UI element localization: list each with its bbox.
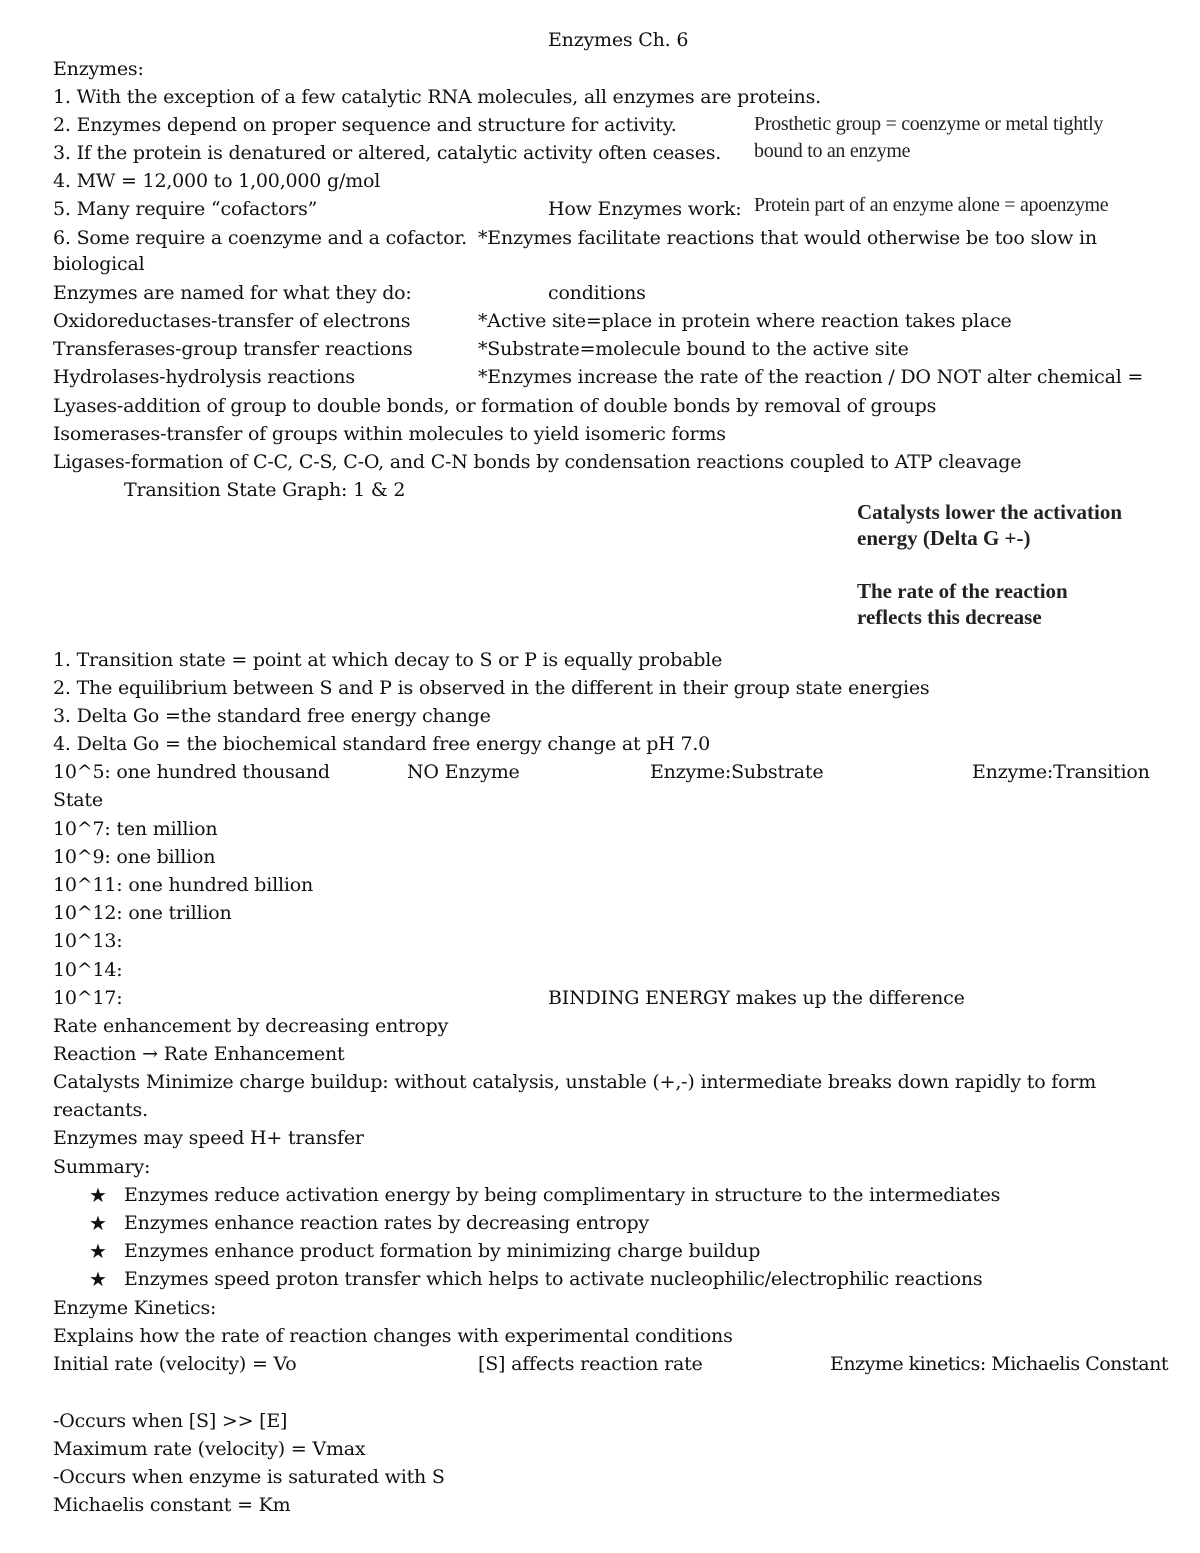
enzyme-class: Ligases-formation of C-C, C-S, C-O, and C-N bonds by condensation reactions coupled to ATP cleavage — [53, 451, 1022, 473]
how-work-heading: How Enzymes work: — [548, 198, 742, 220]
intro-point: 4. MW = 12,000 to 1,00,000 g/mol — [53, 170, 381, 192]
how-work-point: conditions — [548, 282, 646, 304]
catalyst-note: energy (Delta G +-) — [857, 526, 1031, 550]
kinetics-line: [S] affects reaction rate — [478, 1353, 703, 1375]
transition-point: 4. Delta Go = the biochemical standard free energy change at pH 7.0 — [53, 733, 711, 755]
enzyme-class: Transferases-group transfer reactions — [53, 338, 413, 360]
no-enzyme-label: NO Enzyme — [407, 761, 520, 783]
star-bullet-icon: ★ — [89, 1183, 107, 1207]
kinetics-line: Initial rate (velocity) = Vo — [53, 1353, 297, 1375]
kinetics-line: Maximum rate (velocity) = Vmax — [53, 1438, 366, 1460]
rate-line: Rate enhancement by decreasing entropy — [53, 1015, 449, 1037]
enzyme-class: Hydrolases-hydrolysis reactions — [53, 366, 355, 388]
how-work-point: biological — [53, 253, 145, 275]
summary-item: Enzymes reduce activation energy by being complimentary in structure to the intermediates — [124, 1184, 1001, 1206]
michaelis-title: Enzyme kinetics: Michaelis Constant — [830, 1353, 1168, 1375]
enzyme-class: Lyases-addition of group to double bonds, or formation of double bonds by removal of groups — [53, 395, 937, 417]
star-bullet-icon: ★ — [89, 1239, 107, 1263]
enzyme-substrate-label: Enzyme:Substrate — [650, 761, 824, 783]
enzyme-class: Isomerases-transfer of groups within molecules to yield isomeric forms — [53, 423, 726, 445]
prosthetic-note: bound to an enzyme — [754, 140, 911, 162]
summary-item: Enzymes enhance reaction rates by decreasing entropy — [124, 1212, 649, 1234]
rate-line: Enzymes may speed H+ transfer — [53, 1127, 364, 1149]
page-title: Enzymes Ch. 6 — [548, 29, 689, 51]
transition-point: 1. Transition state = point at which decay to S or P is equally probable — [53, 649, 723, 671]
power-line: 10^14: — [53, 959, 123, 981]
power-line: 10^5: one hundred thousand — [53, 761, 330, 783]
substrate-note: *Substrate=molecule bound to the active site — [478, 338, 909, 360]
intro-point: 3. If the protein is denatured or altered, catalytic activity often ceases. — [53, 142, 722, 164]
intro-point: 5. Many require “cofactors” — [53, 198, 318, 220]
catalyst-note: reflects this decrease — [857, 605, 1042, 629]
power-line: 10^7: ten million — [53, 818, 218, 840]
graph-label: Transition State Graph: 1 & 2 — [124, 479, 406, 501]
intro-point: 6. Some require a coenzyme and a cofactor. — [53, 227, 467, 249]
catalyst-note: Catalysts lower the activation — [857, 500, 1122, 524]
how-work-point: *Enzymes facilitate reactions that would otherwise be too slow in — [478, 227, 1097, 249]
transition-point: 2. The equilibrium between S and P is observed in the different in their group state energies — [53, 677, 930, 699]
summary-item: Enzymes enhance product formation by minimizing charge buildup — [124, 1240, 761, 1262]
summary-item: Enzymes speed proton transfer which helps to activate nucleophilic/electrophilic reactions — [124, 1268, 983, 1290]
kinetics-heading: Enzyme Kinetics: — [53, 1297, 217, 1319]
kinetics-line: Explains how the rate of reaction changes with experimental conditions — [53, 1325, 733, 1347]
catalyst-note: The rate of the reaction — [857, 579, 1068, 603]
enzyme-transition-label: Enzyme:Transition — [972, 761, 1150, 783]
state-label: State — [53, 789, 103, 811]
power-line: 10^17: — [53, 987, 123, 1009]
intro-point: 1. With the exception of a few catalytic RNA molecules, all enzymes are proteins. — [53, 86, 821, 108]
kinetics-line: -Occurs when enzyme is saturated with S — [53, 1466, 445, 1488]
active-site-note: *Active site=place in protein where reaction takes place — [478, 310, 1012, 332]
star-bullet-icon: ★ — [89, 1267, 107, 1291]
kinetics-line: -Occurs when [S] >> [E] — [53, 1410, 288, 1432]
star-bullet-icon: ★ — [89, 1211, 107, 1235]
transition-point: 3. Delta Go =the standard free energy change — [53, 705, 491, 727]
intro-point: 2. Enzymes depend on proper sequence and structure for activity. — [53, 114, 677, 136]
rate-line: reactants. — [53, 1099, 148, 1121]
kinetics-line: Michaelis constant = Km — [53, 1494, 291, 1516]
naming-heading: Enzymes are named for what they do: — [53, 282, 412, 304]
prosthetic-note: Prosthetic group = coenzyme or metal tightly — [754, 113, 1104, 135]
power-line: 10^12: one trillion — [53, 902, 232, 924]
enzyme-class: Oxidoreductases-transfer of electrons — [53, 310, 411, 332]
summary-heading: Summary: — [53, 1156, 151, 1178]
rate-line: Reaction → Rate Enhancement — [53, 1043, 345, 1065]
power-line: 10^9: one billion — [53, 846, 216, 868]
rate-line: Catalysts Minimize charge buildup: without catalysis, unstable (+,-) intermediate breaks down rapidly to form — [53, 1071, 1097, 1093]
intro-heading: Enzymes: — [53, 58, 144, 80]
binding-energy-note: BINDING ENERGY makes up the difference — [548, 987, 965, 1009]
power-line: 10^11: one hundred billion — [53, 874, 314, 896]
rate-note: *Enzymes increase the rate of the reaction / DO NOT alter chemical = — [478, 366, 1144, 388]
apoenzyme-note: Protein part of an enzyme alone = apoenzyme — [754, 194, 1109, 216]
power-line: 10^13: — [53, 930, 123, 952]
